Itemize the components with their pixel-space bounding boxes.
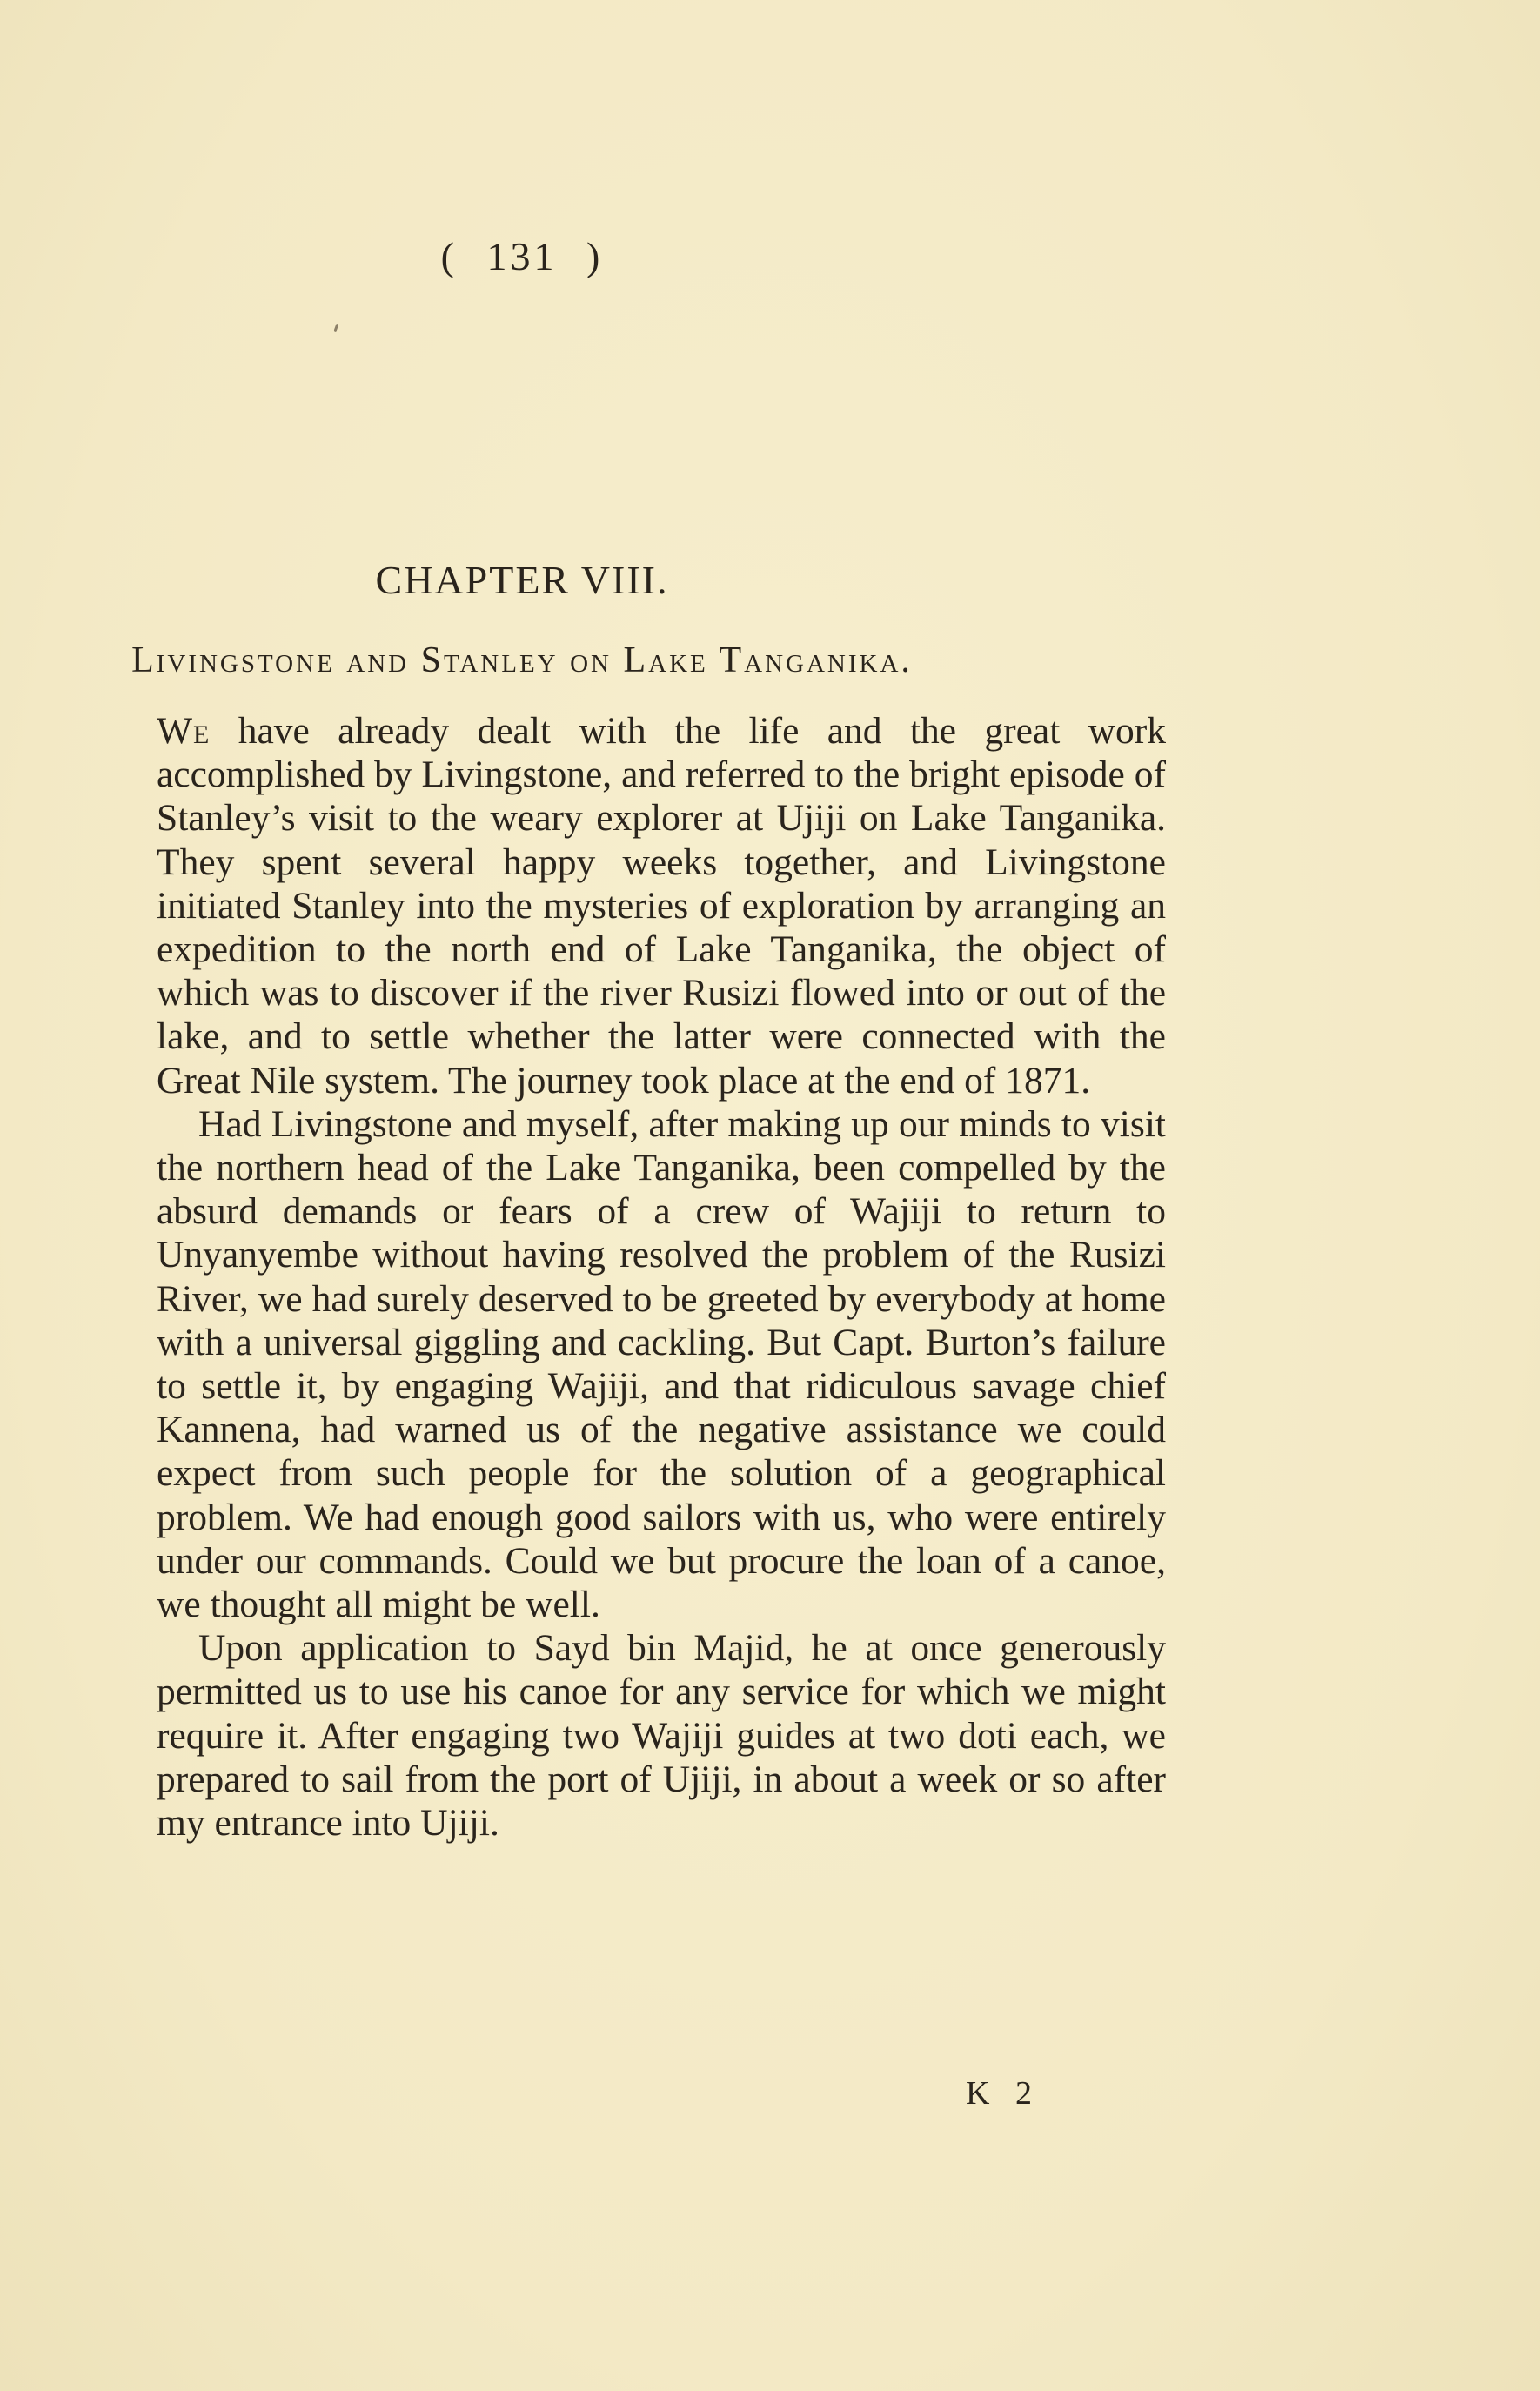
chapter-title: CHAPTER VIII.: [375, 558, 669, 602]
paper-speck: [334, 324, 339, 332]
page-number-value: 131: [486, 234, 558, 278]
signature-mark: [966, 2074, 1041, 2113]
signature-number: 2: [1014, 2075, 1041, 2112]
body-text: [157, 709, 1166, 1845]
paragraph-1-text: have already dealt with the life and the great work accomplished by Livingstone, and referred to the bright episode of Stanley’s visit to the weary explorer at Ujiji on Lake Tanganika. They spent several happy weeks together, and Livingstone initiated Stanley into the mysteries of exploration by arranging an expedition to the north end of Lake Tanganika, the object of which was to discover if the river Rusizi flowed into or out of the lake, and to settle whether the latter were connected with the Great Nile system. The journey took place at the end of 1871.: [157, 710, 1166, 1102]
page-number: [0, 233, 1044, 279]
chapter-subtitle: Livingstone and Stanley on Lake Tanganika.: [131, 640, 913, 680]
paragraph-1: [157, 709, 1166, 1102]
signature-letter: K: [966, 2075, 999, 2112]
paragraph-1-lead: We: [157, 710, 211, 752]
paragraph-2: Had Livingstone and myself, after making up our minds to visit the northern head of the Lake Tanganika, been compelled by the absurd demands or fears of a crew of Wajiji to return to Unyanyembe without having resolved the problem of the Rusizi River, we had surely deserved to be greeted by everybody at home with a universal giggling and cackling. But Capt. Burton’s failure to settle it, by engaging Wajiji, and that ridiculous savage chief Kannena, had warned us of the negative assistance we could expect from such people for the solution of a geographical problem. We had enough good sailors with us, who were entirely under our commands. Could we but procure the loan of a canoe, we thought all might be well.: [157, 1102, 1166, 1626]
paragraph-3: Upon application to Sayd bin Majid, he at once generously permitted us to use his canoe for any service for which we might require it. After engaging two Wajiji guides at two doti each, we prepared to sail from the port of Ujiji, in about a week or so after my entrance into Ujiji.: [157, 1627, 1166, 1845]
page-number-close-paren: ): [586, 234, 604, 278]
page-number-open-paren: (: [440, 234, 458, 278]
